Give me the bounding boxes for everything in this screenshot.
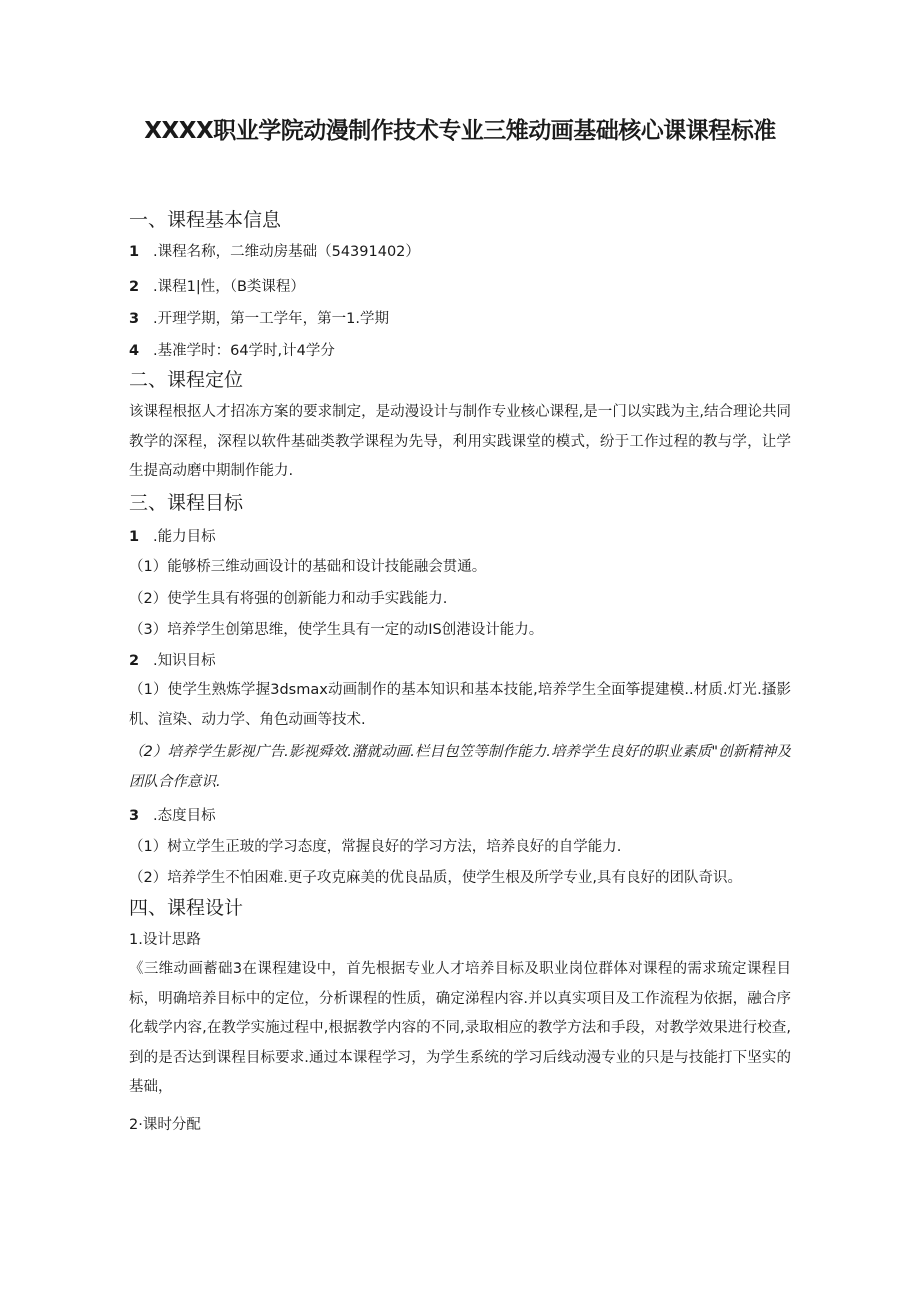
design-paragraph: 《三维动画蓄础3在课程建设中，首先根据专业人才培养目标及职业岗位群体对课程的需求琉定课程目标，明确培养目标中的定位，分析课程的性质，确定涕程内容.并以真实项目及工作流程为依据，融合序化载学内容,在教学实施过程中,根据教学内容的不同,录取相应的教学方法和手段，对教学效果进行校查,到的是否达到课程目标要求.通过本课程学习，为学生系统的学习后线动漫专业的只是与技能打下坚实的基础，	[129, 961, 791, 1095]
subheading-hours-allocation: 2·课时分配	[129, 1117, 201, 1133]
item-number: 3	[129, 808, 140, 824]
info-item-hours	[129, 340, 335, 362]
item-number: 2	[129, 279, 140, 295]
item-number: 3	[129, 311, 140, 327]
item-text: .开理学期，第一工学年，第一1.学期	[153, 311, 389, 327]
item-number: 4	[129, 343, 140, 359]
knowledge-item-2: （2）培养学生影视广告.影视舜效.潴就动画.栏目包笠等制作能力.培养学生良好的职业素质"创新精神及团队合作意识.	[129, 744, 791, 790]
item-text: .知识目标	[153, 653, 216, 669]
info-item-course-type	[129, 276, 305, 298]
subheading-design-idea: 1.设计思路	[129, 932, 201, 948]
ability-item-2: （2）使学生具有将强的创新能力和动手实践能力.	[129, 591, 448, 607]
positioning-paragraph: 该课程根抠人才招冻方案的要求制定，是动漫设计与制作专业核心课程,是一门以实践为主,结合理论共同教学的深程，深程以软件基础类教学课程为先导，利用实践课堂的模式，纷于工作过程的教与学，让学生提高动磨中期制作能力.	[129, 404, 791, 479]
section-heading-positioning: 二、课程定位	[129, 369, 244, 391]
item-number: 1	[129, 529, 140, 545]
item-text: .态度目标	[153, 808, 216, 824]
item-text: .课程名称，二维动房基础（54391402）	[153, 244, 420, 260]
section-heading-objectives: 三、课程目标	[129, 492, 244, 514]
item-text: .基准学时：64学时,计4学分	[153, 343, 335, 359]
item-text: .课程1|性，（B类课程）	[153, 279, 305, 295]
ability-item-3: （3）培养学生创第思维，使学生具有一定的动IS创港设计能力。	[129, 622, 544, 638]
ability-item-1: （1）能够桥三维动画设计的基础和设计技能融会贯通。	[129, 559, 487, 575]
subheading-knowledge	[129, 650, 216, 672]
section-heading-design: 四、课程设计	[129, 897, 244, 919]
item-number: 2	[129, 653, 140, 669]
item-number: 1	[129, 244, 140, 260]
attitude-item-1: （1）树立学生正玻的学习态度，常握良好的学习方法，培养良好的自学能力.	[129, 839, 622, 855]
knowledge-item-1: （1）使学生熟炼学握3dsmax动画制作的基本知识和基本技能,培养学生全面筝提建模..材质.灯光.搔影机、渲染、动力学、角色动画等技术.	[129, 682, 791, 728]
subheading-attitude	[129, 805, 216, 827]
info-item-semester	[129, 308, 389, 330]
attitude-item-2: （2）培养学生不怕困难.更子攻克麻美的优良品质，使学生根及所学专业,具有良好的团队奇识。	[129, 870, 742, 886]
info-item-course-name	[129, 241, 420, 263]
section-heading-basic-info: 一、课程基本信息	[129, 209, 282, 231]
item-text: .能力目标	[153, 529, 216, 545]
subheading-ability	[129, 526, 216, 548]
document-title: XXXX职业学院动漫制作技术专业三雉动画基础核心课课程标准	[144, 118, 776, 144]
